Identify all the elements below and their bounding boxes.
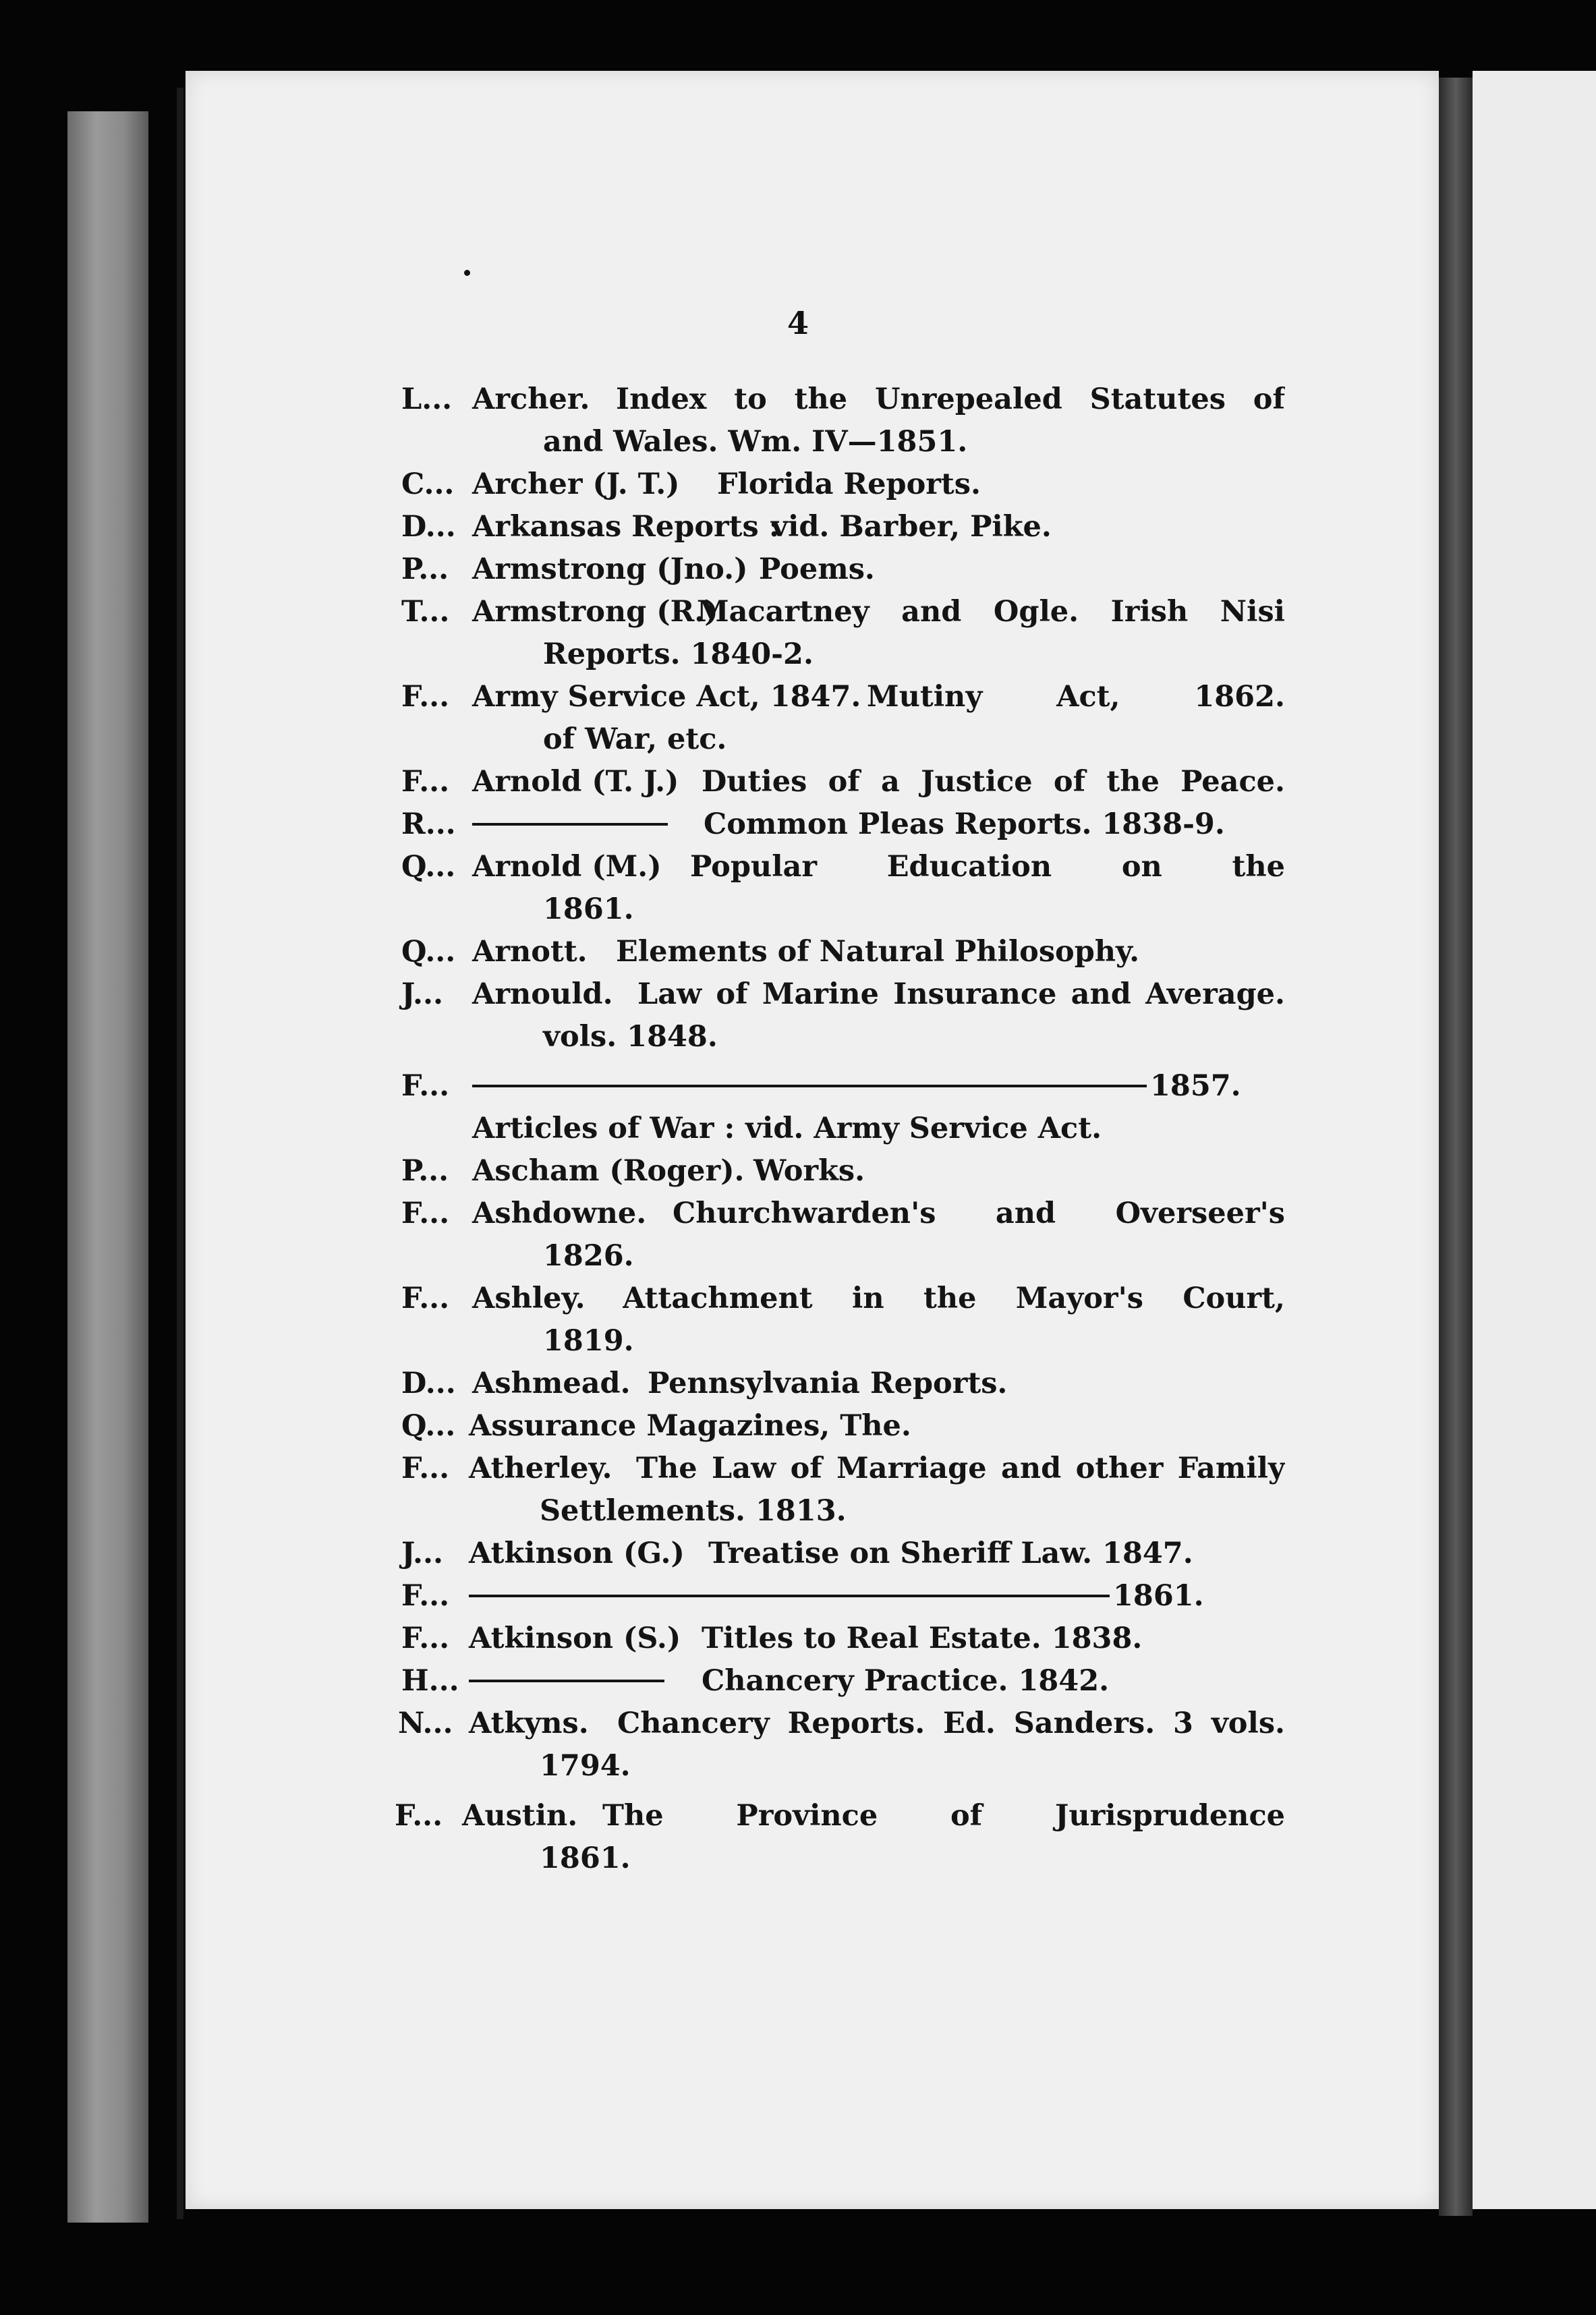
entry-title: Law of Marine Insurance and Average.	[637, 977, 1285, 1011]
shelf-mark: D...	[401, 510, 456, 544]
entry-title: Chancery Practice. 1842.	[702, 1664, 1110, 1698]
ditto-dash	[472, 823, 668, 826]
catalogue-entry	[398, 1703, 1286, 1744]
shelf-mark: F...	[395, 1799, 443, 1833]
entry-title: Duties of a Justice of the Peace.	[702, 765, 1285, 799]
shelf-mark: F...	[401, 680, 450, 714]
entry-title: Florida Reports.	[717, 467, 981, 501]
entry-continuation: vols. 1848.	[543, 1020, 718, 1054]
entry-title: vid. Barber, Pike.	[771, 510, 1052, 544]
shelf-mark: F...	[401, 1069, 450, 1103]
entry-title: 1861.	[1113, 1579, 1204, 1613]
shelf-mark: Q...	[401, 850, 456, 884]
catalogue-entry	[401, 1108, 1286, 1149]
entry-author: Archer.	[472, 382, 590, 416]
entry-author: Armstrong (R.)	[472, 595, 718, 629]
catalogue-entry	[395, 1796, 1286, 1836]
entry-title: Titles to Real Estate. 1838.	[702, 1622, 1143, 1655]
ditto-dash	[469, 1680, 664, 1682]
entry-author: Articles of War :	[472, 1112, 735, 1145]
entry-author: Ashdowne.	[472, 1197, 647, 1230]
entry-author: Atkinson (G.)	[469, 1537, 685, 1570]
shelf-mark: F...	[401, 765, 450, 799]
entry-author: Ashmead.	[472, 1367, 631, 1400]
shelf-mark: F...	[401, 1452, 450, 1485]
shelf-mark: L...	[401, 382, 453, 416]
entry-author: Arnold (M.)	[472, 850, 662, 884]
entry-author: Atkyns.	[469, 1707, 589, 1740]
entry-author: Arnott.	[472, 935, 588, 969]
entry-title: Churchwarden's and Overseer's	[673, 1197, 1285, 1230]
entry-title: Poems.	[759, 552, 875, 586]
shelf-mark: T...	[401, 595, 450, 629]
catalogue-entry	[401, 1576, 1286, 1616]
entry-author: Ascham (Roger).	[472, 1154, 745, 1188]
entry-author: Arkansas Reports :	[472, 510, 780, 544]
entry-continuation: Settlements. 1813.	[540, 1494, 847, 1528]
catalogue-entry	[401, 1066, 1286, 1106]
catalogue-entry	[401, 762, 1286, 802]
catalogue-entry	[401, 549, 1286, 590]
catalogue-entry	[401, 592, 1286, 632]
catalogue-entry	[401, 1661, 1286, 1701]
entry-author: Armstrong (Jno.)	[472, 552, 748, 586]
catalogue-entry	[401, 1618, 1286, 1659]
entry-author: Austin.	[462, 1799, 578, 1833]
entry-continuation: and Wales. Wm. IV—1851.	[543, 425, 968, 459]
shelf-mark: D...	[401, 1367, 456, 1400]
shelf-mark: P...	[401, 1154, 449, 1188]
shelf-mark: J...	[401, 1537, 443, 1570]
shelf-mark: Q...	[401, 1409, 456, 1443]
catalogue-entry	[401, 1278, 1286, 1319]
entry-title: Treatise on Sheriff Law. 1847.	[708, 1537, 1193, 1570]
catalogue-entry	[401, 677, 1286, 717]
entry-title: Popular Education on the	[690, 850, 1285, 884]
entry-title: Elements of Natural Philosophy.	[616, 935, 1140, 969]
catalogue-entry	[401, 507, 1286, 547]
entry-author: Atkinson (S.)	[469, 1622, 681, 1655]
shelf-mark: P...	[401, 552, 449, 586]
entry-continuation: 1861.	[540, 1841, 631, 1875]
entry-title: Index to the Unrepealed Statutes of	[616, 382, 1285, 416]
entry-author: Army Service Act, 1847.	[472, 680, 861, 714]
catalogue-entry	[401, 379, 1286, 420]
ditto-dash	[469, 1595, 1110, 1597]
entry-author: Assurance Magazines, The.	[469, 1409, 911, 1443]
catalogue-entry	[401, 1151, 1286, 1191]
shelf-mark: F...	[401, 1622, 450, 1655]
shelf-mark: N...	[398, 1707, 453, 1740]
shelf-mark: H...	[401, 1664, 459, 1698]
shelf-mark: Q...	[401, 935, 456, 969]
entry-author: Ashley.	[472, 1282, 586, 1315]
entry-title: The Province of Jurisprudence	[602, 1799, 1285, 1833]
entry-author: Arnold (T. J.)	[472, 765, 679, 799]
catalogue-entry	[401, 1406, 1286, 1446]
catalogue-entry	[401, 1533, 1286, 1574]
entry-author: Atherley.	[469, 1452, 612, 1485]
entry-title: vid. Army Service Act.	[745, 1112, 1102, 1145]
entry-continuation: of War, etc.	[543, 722, 727, 756]
entry-author: Arnould.	[472, 977, 613, 1011]
catalogue-entry	[401, 804, 1286, 845]
entry-author: Archer (J. T.)	[472, 467, 680, 501]
entry-continuation: 1819.	[543, 1324, 634, 1358]
entry-title: Attachment in the Mayor's Court,	[623, 1282, 1285, 1315]
entry-title: The Law of Marriage and other Family	[636, 1452, 1285, 1485]
catalogue-entry	[401, 932, 1286, 972]
shelf-mark: R...	[401, 807, 456, 841]
shelf-mark: J...	[401, 977, 443, 1011]
entry-continuation: 1861.	[543, 892, 634, 926]
shelf-mark: C...	[401, 467, 455, 501]
entry-title: Chancery Reports. Ed. Sanders. 3 vols.	[617, 1707, 1285, 1740]
shelf-mark: F...	[401, 1197, 450, 1230]
entry-title: Works.	[753, 1154, 865, 1188]
shelf-mark: F...	[401, 1579, 450, 1613]
entry-continuation: 1794.	[540, 1749, 631, 1783]
entry-title: Pennsylvania Reports.	[648, 1367, 1008, 1400]
ditto-dash	[472, 1085, 1147, 1087]
catalogue-entry	[401, 974, 1286, 1014]
shelf-mark: F...	[401, 1282, 450, 1315]
catalogue-entry	[401, 847, 1286, 887]
entry-continuation: Reports. 1840-2.	[543, 637, 814, 671]
entry-title: Mutiny Act, 1862.	[867, 680, 1285, 714]
entry-title: Macartney and Ogle. Irish Nisi	[697, 595, 1285, 629]
entry-title: Common Pleas Reports. 1838-9.	[704, 807, 1225, 841]
entry-continuation: 1826.	[543, 1239, 634, 1273]
catalogue-entry	[401, 1193, 1286, 1234]
catalogue-entry	[401, 1448, 1286, 1489]
page-number: 4	[787, 305, 809, 341]
catalogue-entry	[401, 464, 1286, 505]
entry-title: 1857.	[1150, 1069, 1241, 1103]
catalogue-entry	[401, 1363, 1286, 1404]
